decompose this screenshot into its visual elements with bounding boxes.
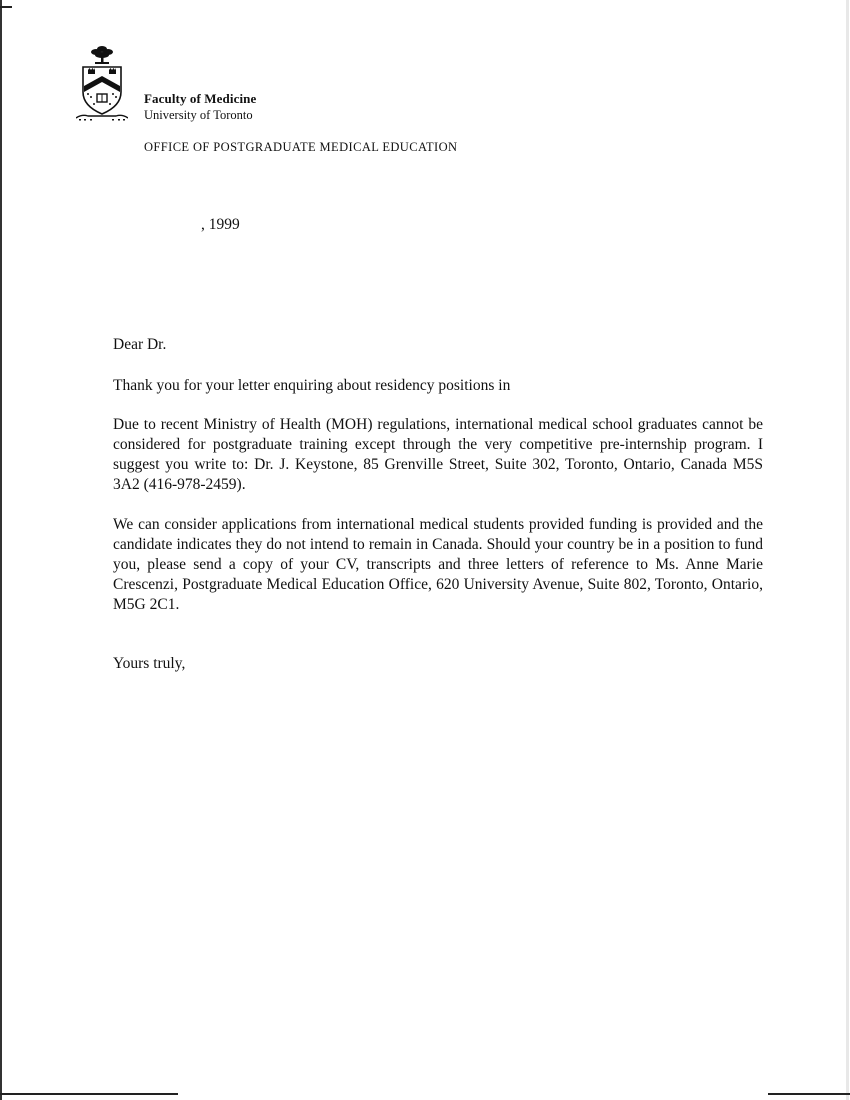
closing: Yours truly, — [113, 655, 186, 672]
university-crest-icon — [76, 42, 128, 122]
scan-line-bottom-right — [768, 1093, 850, 1095]
scan-edge-right — [846, 0, 849, 1100]
paragraph-funding: We can consider applications from international medical students provided funding is provided and the candidate indicates they do not intend to remain in Canada. Should your country be in a position to fund you, please send a copy of your CV, transcripts and three letters of reference to Ms. Anne Marie Crescenzi, Postgraduate Medical Education Office, 620 University Avenue, Suite 802, Toronto, Ontario, M5G 2C1. — [113, 516, 763, 613]
scan-edge-left — [0, 0, 2, 1100]
scan-line-bottom-left — [0, 1093, 178, 1095]
salutation: Dear Dr. — [113, 336, 167, 353]
letter-date: , 1999 — [201, 216, 240, 233]
university-name: University of Toronto — [144, 108, 253, 122]
office-title: OFFICE OF POSTGRADUATE MEDICAL EDUCATION — [144, 140, 458, 154]
letterhead — [144, 91, 256, 123]
paragraph-moh-regulations: Due to recent Ministry of Health (MOH) regulations, international medical school graduates cannot be considered for postgraduate training except through the very competitive pre-internship program. I suggest you write to: Dr. J. Keystone, 85 Grenville Street, Suite 302, Toronto, Ontario, Canada M5S 3A2 (416-978-2459). — [113, 416, 763, 493]
paragraph-intro: Thank you for your letter enquiring about residency positions in — [113, 377, 511, 394]
faculty-name: Faculty of Medicine — [144, 91, 257, 106]
scan-mark-top — [0, 6, 12, 8]
